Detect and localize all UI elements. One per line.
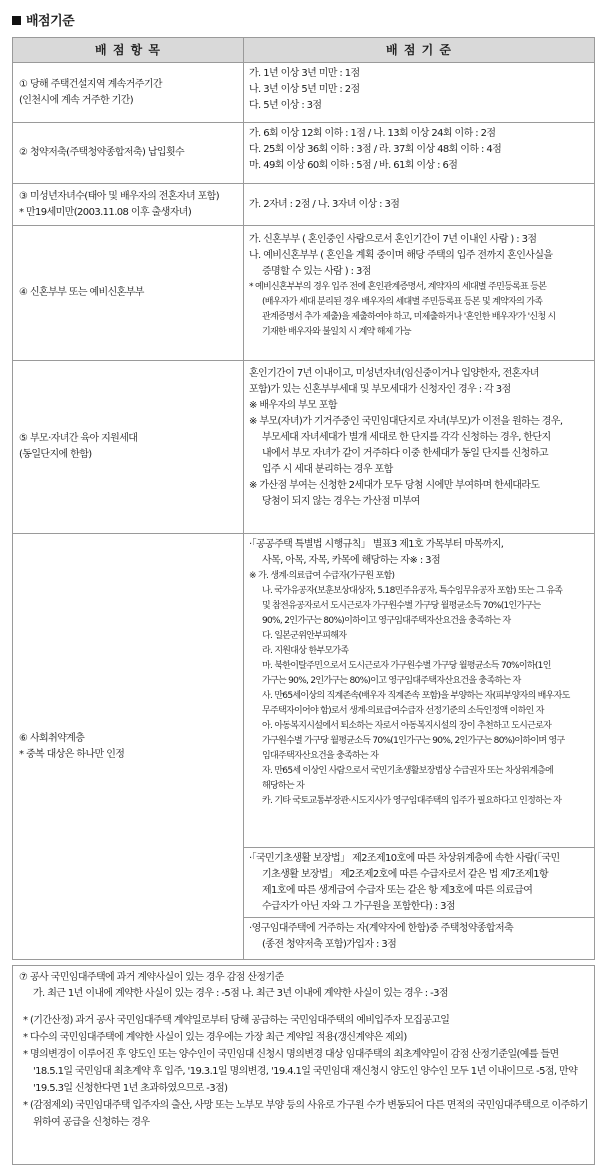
item-line: 및 참전유공자로서 도시근로자 가구원수별 가구당 월평균소득 70%(1인가구는 [262,601,541,611]
col2-header: 배 점 기 준 [243,37,595,63]
row4-criteria [243,225,595,361]
criteria-line: 당첨이 되지 않는 경우는 가산점 미부여 [262,496,420,507]
criteria-line: ※ 가산점 부여는 신청한 2세대가 모두 당첨 시에만 부여하며 한세대라도 [249,480,540,491]
row6-label [12,533,244,960]
criteria-line: 다. 25회 이상 36회 이하 : 3점 / 라. 37회 이상 48회 이하 : 4점 [249,144,502,155]
criteria-line: 기초생활 보장법」 제2조제2호에 따른 수급자로서 같은 법 제7조제1항 [262,869,549,880]
criteria-line: ·「국민기초생활 보장법」 제2조제10호에 따른 차상위계층에 속한 사람(「국민 [249,853,560,864]
criteria-line: ·「공공주택 특별법 시행규칙」 별표3 제1호 가목부터 마목까지, [249,539,504,550]
row3-criteria [243,183,595,226]
criteria-line: 가. 1년 이상 3년 미만 : 1점 [249,68,360,79]
criteria-line: ※ 부모(자녀)가 기거주중인 국민임대단지로 자녀(부모)가 이전을 원하는 경우, [249,416,563,427]
heading-text: 배점기준 [26,14,75,29]
section-heading [12,10,74,29]
criteria-line: 가. 2자녀 : 2점 / 나. 3자녀 이상 : 3점 [249,199,400,210]
row3-label-text: ③ 미성년자녀수(태아 및 배우자의 전혼자녀 포함) * 만19세미만(2003.11.08 이후 출생자녀) [19,190,220,218]
criteria-line: (종전 청약저축 포함)가입자 : 3점 [262,939,397,950]
item-line: 사. 만65세이상의 직계존속(배우자 직계존속 포함)을 부양하는 자(피부양자의 배우자도 [262,691,570,701]
row6-sub1 [243,533,595,848]
item-line: 가구원수별 가구당 월평균소득 70%(1인가구는 90%, 2인가구는 80%)이하이며 영구 [262,736,565,746]
penalty-note: * (기간산정) 과거 공사 국민임대주택 계약일로부터 당해 공급하는 국민임대주택의 예비입주자 모집공고일 [23,1015,450,1026]
item-line: 가구는 90%, 2인가구는 80%)이고 영구임대주택자산요건을 충족하는 자 [262,676,521,686]
penalty-section [12,965,595,1165]
criteria-line: 수급자가 아닌 자와 그 가구원을 포함한다) : 3점 [262,901,455,912]
row1-label [12,62,244,123]
criteria-line: 가. 신혼부부 ( 혼인중인 사람으로서 혼인기간이 7년 이내인 사람 ) : 3점 [249,234,537,245]
item-line: 다. 일본군위안부피해자 [262,631,347,641]
penalty-rule: 가. 최근 1년 이내에 계약한 사실이 있는 경우 : -5점 나. 최근 3년 이내에 계약한 사실이 있는 경우 : -3점 [33,988,448,999]
item-line: 라. 지원대상 한부모가족 [262,646,349,656]
row2-label [12,122,244,184]
row5-criteria [243,360,595,534]
item-line: 나. 국가유공자(보훈보상대상자, 5.18민주유공자, 특수임무유공자 포함) 또는 그 유족 [262,586,563,596]
penalty-note: * 명의변경이 이루어진 후 양도인 또는 양수인이 국민임대 신청시 명의변경 대상 임대주택의 최초계약일이 감점 산정기준일(예를 들면 '18.5.1일 국민임대 최초계약 후 입주, '19.3.1일 명의변경, '19.4.1일 국민임대 재신청시 양도인 양수인 모두 1년 이내이므로 -5점, 만약 '19.5.3일 신청한다면 1년 초과하였으므로 -3점) [23,1049,578,1094]
row2-criteria [243,122,595,184]
criteria-line: 다. 5년 이상 : 3점 [249,100,322,111]
row5-label [12,360,244,534]
row1-label-text: ① 당해 주택건설지역 계속거주기간 (인천시에 계속 거주한 기간) [19,78,162,106]
criteria-line: 증명할 수 있는 사람 ) : 3점 [262,266,371,277]
penalty-notes [19,1012,588,1131]
penalty-title: ⑦ 공사 국민임대주택에 과거 계약사실이 있는 경우 감점 산정기준 [19,972,284,983]
row3-label [12,183,244,226]
criteria-line: 혼인기간이 7년 이내이고, 미성년자녀(임신중이거나 입양한자, 전혼자녀 [249,368,539,379]
item-line: 자. 만65세 이상인 사람으로서 국민기초생활보장법상 수급권자 또는 차상위계층에 [262,766,554,776]
criteria-line: ·영구임대주택에 거주하는 자(계약자에 한함)중 주택청약종합저축 [249,923,514,934]
note-line: 관계증명서 추가 제출)을 제출하여야 하고, 미제출하거나 '혼인한 배우자'가 '신청 시 [262,312,556,322]
square-bullet-icon [12,16,21,25]
note-line: * 예비신혼부부의 경우 입주 전에 혼인관계증명서, 계약자의 세대별 주민등록표 등본 [249,282,547,292]
criteria-line: 제1호에 따른 생계급여 수급자 또는 같은 항 제3호에 따른 의료급여 [262,885,533,896]
criteria-line: 나. 3년 이상 5년 미만 : 2점 [249,84,360,95]
criteria-line: 마. 49회 이상 60회 이하 : 5점 / 바. 61회 이상 : 6점 [249,160,458,171]
item-line: 카. 기타 국토교통부장관·시도지사가 영구임대주택의 입주가 필요하다고 인정하는 자 [262,796,562,806]
criteria-line: 사목, 아목, 자목, 카목에 해당하는 자※ : 3점 [262,555,440,566]
row5-label-text: ⑤ 부모·자녀간 육아 지원세대 (동일단지에 한함) [19,433,138,460]
penalty-note: * (감점제외) 국민임대주택 입주자의 출산, 사망 또는 노부모 부양 등의 사유로 가구원 수가 변동되어 다른 면적의 국민임대주택으로 이주하기 위하여 공급을 신청하는 경우 [23,1100,588,1128]
item-line: 임대주택자산요건을 충족하는 자 [262,751,379,761]
criteria-line: 포함)가 있는 신혼부부세대 및 부모세대가 신청자인 경우 : 각 3점 [249,384,511,395]
row4-label-text: ④ 신혼부부 또는 예비신혼부부 [19,287,144,298]
row6-sub2 [243,847,595,918]
criteria-line: 입주 시 세대 분리하는 경우 포함 [262,464,393,475]
penalty-note: * 다수의 국민임대주택에 계약한 사실이 있는 경우에는 가장 최근 계약일 적용(갱신계약은 제외) [23,1032,407,1043]
row4-label [12,225,244,361]
criteria-line: ※ 배우자의 부모 포함 [249,400,337,411]
criteria-line: 부모세대 자녀세대가 별개 세대로 한 단지를 각각 신청하는 경우, 한단지 [262,432,551,443]
row6-sub3 [243,917,595,960]
item-line: 90%, 2인가구는 80%)이하이고 영구임대주택자산요건을 충족하는 자 [262,616,511,626]
criteria-line: 가. 6회 이상 12회 이하 : 1점 / 나. 13회 이상 24회 이하 : 2점 [249,128,496,139]
item-line: 마. 북한이탈주민으로서 도시근로자 가구원수별 가구당 월평균소득 70%이하(1인 [262,661,551,671]
note-line: (배우자가 세대 분리된 경우 배우자의 세대별 주민등록표 등본 및 계약자의 가족 [262,297,543,307]
note-line: 기재한 배우자와 불일치 시 계약 해제 가능 [262,327,411,337]
row6-label-text: ⑥ 사회취약계층 * 중복 대상은 하나만 인정 [19,732,125,760]
criteria-line: 나. 예비신혼부부 ( 혼인을 계획 중이며 해당 주택의 입주 전까지 혼인사실을 [249,250,553,261]
item-line: 무주택자이어야 함)로서 생계·의료급여수급자 선정기준의 소득인정액 이하인 자 [262,706,544,716]
row2-label-text: ② 청약저축(주택청약종합저축) 납입횟수 [19,147,185,158]
criteria-line: 내에서 부모 자녀가 같이 거주하다 이중 한세대가 동일 단지를 신청하고 [262,448,548,459]
row1-criteria [243,62,595,123]
row6-criteria [243,533,595,960]
col1-header: 배 점 항 목 [12,37,244,63]
item-line: 해당하는 자 [262,781,305,791]
item-line: ※ 가. 생계·의료급여 수급자(가구원 포함) [249,571,395,581]
item-line: 아. 아동복지시설에서 퇴소하는 자로서 아동복지시설의 장이 추천하고 도시근로자 [262,721,552,731]
